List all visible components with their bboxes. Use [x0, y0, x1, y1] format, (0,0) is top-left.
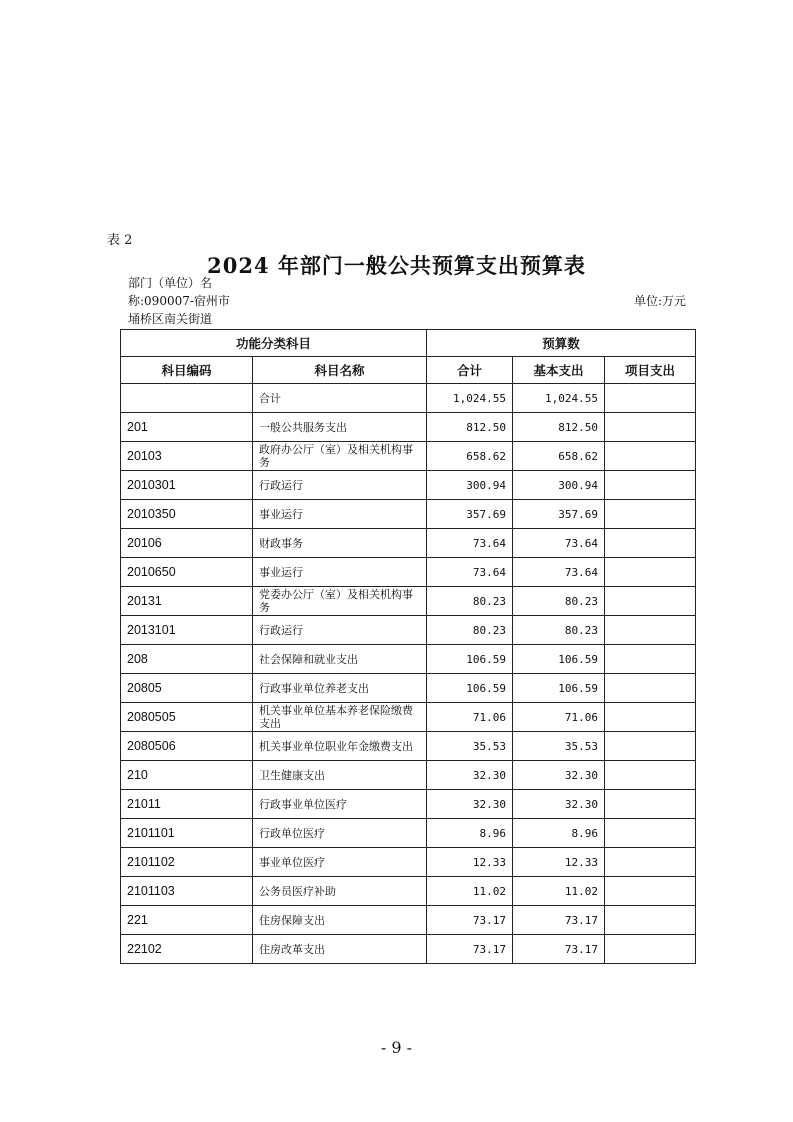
cell-basic: 1,024.55	[513, 384, 605, 413]
col-header-basic: 基本支出	[513, 357, 605, 384]
cell-name: 行政运行	[253, 471, 427, 500]
cell-total: 73.64	[427, 558, 513, 587]
table-row	[121, 790, 696, 819]
cell-project	[605, 877, 696, 906]
cell-total: 1,024.55	[427, 384, 513, 413]
cell-project	[605, 848, 696, 877]
cell-basic: 812.50	[513, 413, 605, 442]
cell-total: 80.23	[427, 587, 513, 616]
cell-project	[605, 906, 696, 935]
table-row	[121, 645, 696, 674]
cell-code: 20131	[121, 587, 253, 616]
unit-label: 单位:万元	[633, 294, 686, 308]
cell-code: 2010650	[121, 558, 253, 587]
cell-code: 2080506	[121, 732, 253, 761]
cell-project	[605, 732, 696, 761]
cell-project	[605, 761, 696, 790]
cell-basic: 32.30	[513, 790, 605, 819]
cell-total: 8.96	[427, 819, 513, 848]
cell-name: 行政单位医疗	[253, 819, 427, 848]
cell-basic: 32.30	[513, 761, 605, 790]
cell-basic: 80.23	[513, 587, 605, 616]
cell-name: 行政事业单位医疗	[253, 790, 427, 819]
cell-project	[605, 529, 696, 558]
header-group-row	[121, 330, 696, 357]
cell-total: 658.62	[427, 442, 513, 471]
page-number: - 9 -	[380, 1038, 413, 1057]
cell-code: 2101101	[121, 819, 253, 848]
cell-basic: 106.59	[513, 674, 605, 703]
table-row	[121, 471, 696, 500]
cell-project	[605, 500, 696, 529]
cell-code: 201	[121, 413, 253, 442]
cell-name: 卫生健康支出	[253, 761, 427, 790]
page-title: 2024 年部门一般公共预算支出预算表	[207, 253, 586, 278]
cell-total: 80.23	[427, 616, 513, 645]
cell-code: 20103	[121, 442, 253, 471]
cell-basic: 658.62	[513, 442, 605, 471]
cell-total: 300.94	[427, 471, 513, 500]
cell-name: 事业运行	[253, 500, 427, 529]
cell-name: 社会保障和就业支出	[253, 645, 427, 674]
table-label: 表 2	[107, 233, 133, 248]
cell-name: 党委办公厅（室）及相关机构事务	[253, 587, 427, 616]
table-row	[121, 906, 696, 935]
table-row	[121, 442, 696, 471]
cell-code: 20106	[121, 529, 253, 558]
table-row	[121, 587, 696, 616]
table-body	[121, 384, 696, 964]
cell-code: 221	[121, 906, 253, 935]
table-row	[121, 761, 696, 790]
col-header-code: 科目编码	[121, 357, 253, 384]
cell-code: 20805	[121, 674, 253, 703]
cell-basic: 73.64	[513, 529, 605, 558]
department-name	[128, 274, 288, 328]
cell-code: 2013101	[121, 616, 253, 645]
cell-project	[605, 413, 696, 442]
department-line-2: 称:090007-宿州市	[128, 294, 230, 308]
table-row	[121, 384, 696, 413]
cell-name: 一般公共服务支出	[253, 413, 427, 442]
table-row	[121, 877, 696, 906]
cell-basic: 71.06	[513, 703, 605, 732]
cell-total: 73.17	[427, 906, 513, 935]
table-row	[121, 529, 696, 558]
cell-name: 事业运行	[253, 558, 427, 587]
cell-code: 2010301	[121, 471, 253, 500]
cell-total: 32.30	[427, 790, 513, 819]
table-row	[121, 848, 696, 877]
cell-code: 2101102	[121, 848, 253, 877]
cell-code: 210	[121, 761, 253, 790]
cell-name: 事业单位医疗	[253, 848, 427, 877]
cell-total: 71.06	[427, 703, 513, 732]
cell-project	[605, 703, 696, 732]
cell-name: 行政运行	[253, 616, 427, 645]
cell-project	[605, 471, 696, 500]
cell-name: 公务员医疗补助	[253, 877, 427, 906]
table-row	[121, 413, 696, 442]
department-line-1: 部门（单位）名	[128, 276, 213, 290]
cell-basic: 106.59	[513, 645, 605, 674]
cell-project	[605, 616, 696, 645]
department-line-3: 埇桥区南关街道	[128, 312, 213, 326]
cell-project	[605, 790, 696, 819]
cell-total: 106.59	[427, 674, 513, 703]
header-column-row	[121, 357, 696, 384]
header-functional-category: 功能分类科目	[121, 330, 427, 357]
cell-code: 2010350	[121, 500, 253, 529]
cell-total: 812.50	[427, 413, 513, 442]
cell-name: 机关事业单位职业年金缴费支出	[253, 732, 427, 761]
budget-table	[120, 329, 696, 964]
col-header-project: 项目支出	[605, 357, 696, 384]
cell-total: 73.17	[427, 935, 513, 964]
cell-total: 73.64	[427, 529, 513, 558]
cell-basic: 35.53	[513, 732, 605, 761]
cell-basic: 80.23	[513, 616, 605, 645]
cell-code: 2101103	[121, 877, 253, 906]
cell-basic: 12.33	[513, 848, 605, 877]
table-row	[121, 703, 696, 732]
cell-project	[605, 558, 696, 587]
table-row	[121, 558, 696, 587]
cell-basic: 73.17	[513, 935, 605, 964]
col-header-total: 合计	[427, 357, 513, 384]
header-budget-amount: 预算数	[427, 330, 696, 357]
cell-code: 2080505	[121, 703, 253, 732]
cell-total: 12.33	[427, 848, 513, 877]
table-row	[121, 500, 696, 529]
table-row	[121, 674, 696, 703]
cell-total: 106.59	[427, 645, 513, 674]
cell-name: 合计	[253, 384, 427, 413]
cell-name: 财政事务	[253, 529, 427, 558]
cell-project	[605, 587, 696, 616]
cell-total: 357.69	[427, 500, 513, 529]
cell-project	[605, 674, 696, 703]
table-row	[121, 732, 696, 761]
cell-code: 22102	[121, 935, 253, 964]
cell-total: 32.30	[427, 761, 513, 790]
cell-project	[605, 819, 696, 848]
cell-basic: 8.96	[513, 819, 605, 848]
cell-basic: 73.17	[513, 906, 605, 935]
cell-code: 208	[121, 645, 253, 674]
cell-name: 政府办公厅（室）及相关机构事务	[253, 442, 427, 471]
cell-name: 机关事业单位基本养老保险缴费支出	[253, 703, 427, 732]
cell-basic: 357.69	[513, 500, 605, 529]
cell-total: 35.53	[427, 732, 513, 761]
cell-project	[605, 645, 696, 674]
cell-name: 住房保障支出	[253, 906, 427, 935]
cell-project	[605, 935, 696, 964]
col-header-name: 科目名称	[253, 357, 427, 384]
cell-code	[121, 384, 253, 413]
cell-total: 11.02	[427, 877, 513, 906]
cell-code: 21011	[121, 790, 253, 819]
table-row	[121, 935, 696, 964]
cell-project	[605, 442, 696, 471]
table-row	[121, 616, 696, 645]
cell-name: 行政事业单位养老支出	[253, 674, 427, 703]
cell-project	[605, 384, 696, 413]
cell-name: 住房改革支出	[253, 935, 427, 964]
table-row	[121, 819, 696, 848]
cell-basic: 73.64	[513, 558, 605, 587]
cell-basic: 300.94	[513, 471, 605, 500]
cell-basic: 11.02	[513, 877, 605, 906]
